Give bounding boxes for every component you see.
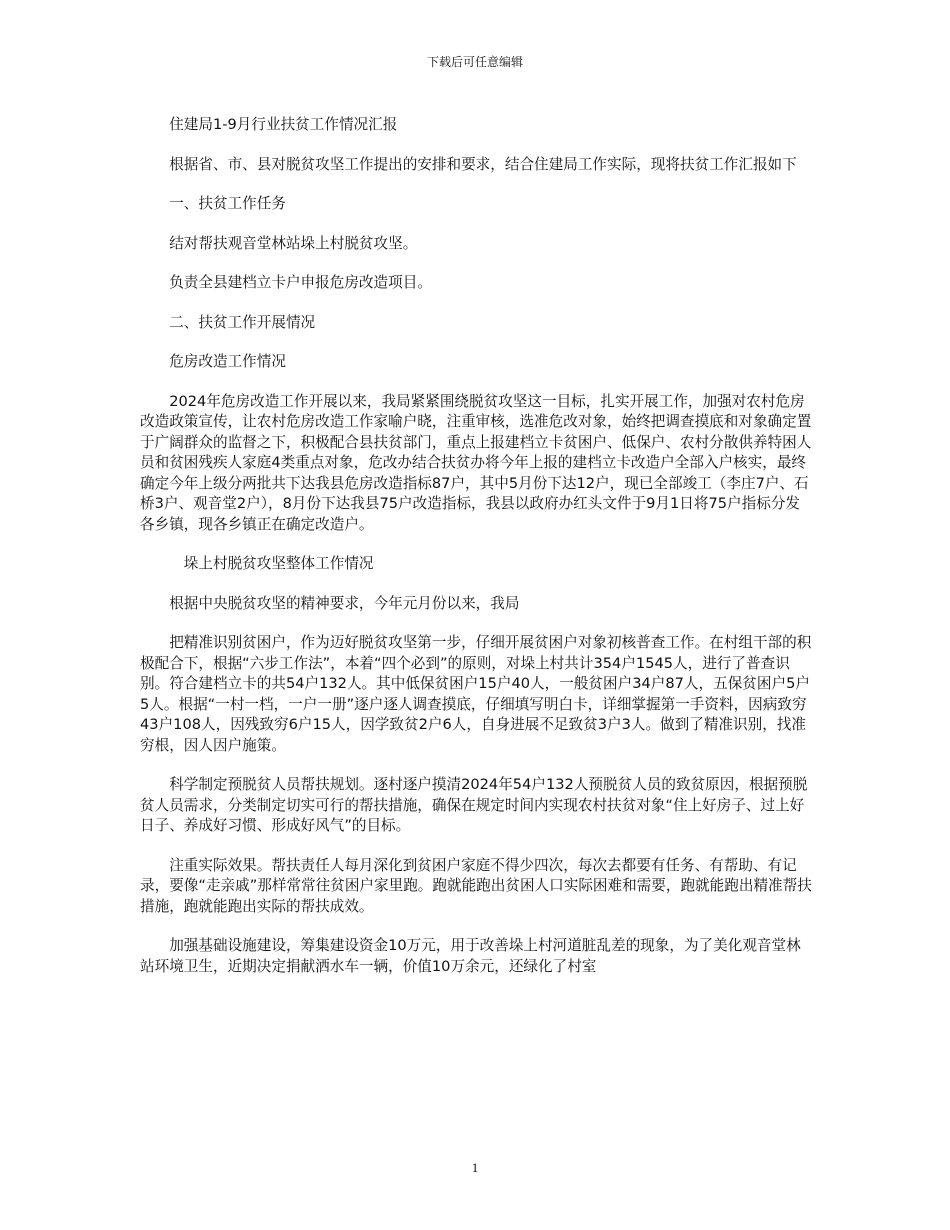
document-title: 住建局1-9月行业扶贫工作情况汇报 [169, 116, 398, 133]
section-heading-tasks: 一、扶贫工作任务 [169, 195, 286, 212]
subheading-housing: 危房改造工作情况 [169, 353, 286, 370]
task-item-2: 负责全县建档立卡户申报危房改造项目。 [169, 274, 432, 291]
housing-paragraph: 2024年危房改造工作开展以来，我局紧紧围绕脱贫攻坚这一目标，扎实开展工作，加强对农村危房改造政策宣传，让农村危房改造工作家喻户晓，注重审核，选准危改对象，始终把调查摸底和对象确定置于广阔群众的监督之下，积极配合县扶贫部门，重点上报建档立卡贫困户、低保户、农村分散供养特困人员和贫困残疾人家庭4类重点对象，危改办结合扶贫办将今年上报的建档立卡改造户全部入户核实，最终确定今年上级分两批共下达我县危房改造指标87户，其中5月份下达12户，现已全部竣工（李庄7户、石桥3户、观音堂2户），8月份下达我县75户改造指标，我县以政府办红头文件于9月1日将75户指标分发各乡镇，现各乡镇正在确定改造户。 [140, 392, 812, 533]
identification-paragraph: 把精准识别贫困户，作为迈好脱贫攻坚第一步，仔细开展贫困户对象初核普查工作。在村组干部的积极配合下，根据“六步工作法”，本着“四个必到”的原则，对垛上村共计354户1545人，进行了普查识别。符合建档立卡的共54户132人。其中低保贫困户15户40人，一般贫困户34户87人，五保贫困户5户5人。根据“一村一档，一户一册”逐户逐人调查摸底，仔细填写明白卡，详细掌握第一手资料，因病致穷43户108人，因残致穷6户15人，因学致贫2户6人，自身进展不足致贫3户3人。做到了精准识别，找准穷根，因人因户施策。 [140, 634, 812, 754]
section-heading-progress: 二、扶贫工作开展情况 [169, 313, 316, 331]
document-body [140, 115, 812, 996]
subheading-village: 垛上村脱贫攻坚整体工作情况 [183, 555, 374, 572]
page-header: 下载后可任意编辑 [426, 55, 523, 69]
village-intro-paragraph: 根据中央脱贫攻坚的精神要求，今年元月份以来，我局 [169, 594, 520, 612]
page-number: 1 [471, 1160, 479, 1175]
infrastructure-paragraph: 加强基础设施建设，筹集建设资金10万元，用于改善垛上村河道脏乱差的现象，为了美化观音堂林站环境卫生，近期决定捐献洒水车一辆，价值10万余元，还绿化了村室 [140, 937, 801, 975]
planning-paragraph: 科学制定预脱贫人员帮扶规划。逐村逐户摸清2024年54户132人预脱贫人员的致贫原因，根据预脱贫人员需求，分类制定切实可行的帮扶措施，确保在规定时间内实现农村扶贫对象“住上好房子、过上好日子、养成好习惯、形成好风气”的目标。 [140, 776, 808, 834]
effectiveness-paragraph: 注重实际效果。帮扶责任人每月深化到贫困户家庭不得少四次，每次去都要有任务、有帮助、有记录，要像“走亲戚”那样常常往贫困户家里跑。跑就能跑出贫困人口实际困难和需要，跑就能跑出精准帮扶措施，跑就能跑出实际的帮扶成效。 [140, 856, 812, 915]
intro-paragraph: 根据省、市、县对脱贫攻坚工作提出的安排和要求，结合住建局工作实际，现将扶贫工作汇报如下 [169, 155, 797, 173]
task-item-1: 结对帮扶观音堂林站垛上村脱贫攻坚。 [169, 234, 418, 252]
